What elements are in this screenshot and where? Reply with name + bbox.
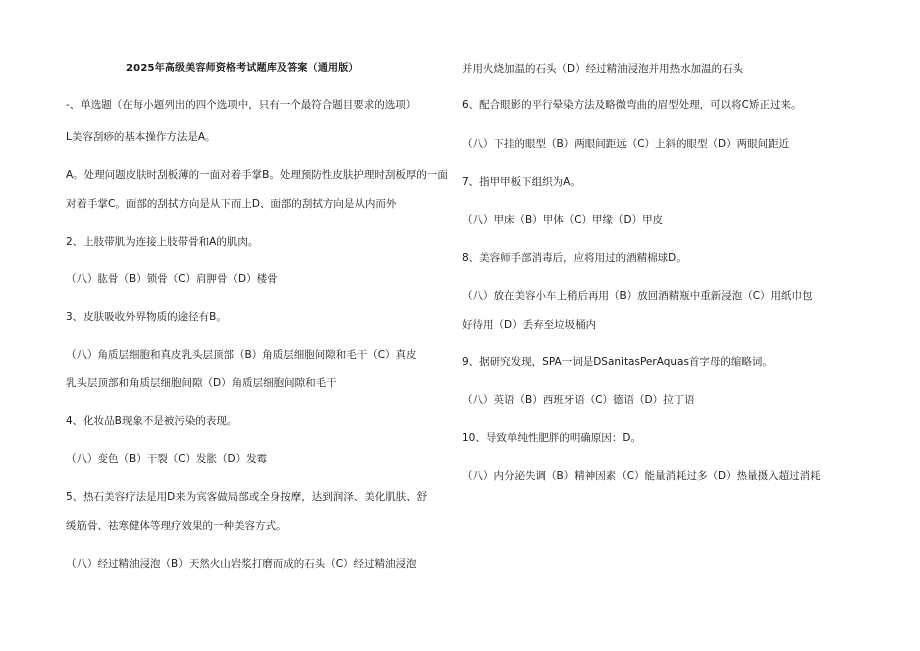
question-5-options-line-1: （八）经过精油浸泡（B）天然火山岩浆打磨而成的石头（C）经过精油浸泡: [66, 558, 417, 570]
question-1-options-line-2: 对着手掌C。面部的刮拭方向是从下而上D、面部的刮拭方向是从内而外: [66, 198, 397, 210]
question-6-options: （八）下挂的眼型（B）两眼间距远（C）上斜的眼型（D）两眼间距近: [462, 138, 790, 150]
question-7-options: （八）甲床（B）甲体（C）甲缘（D）甲皮: [462, 214, 664, 226]
question-6-stem: 6、配合眼影的平行晕染方法及略微弯曲的眉型处理，可以将C矫正过来。: [462, 99, 802, 111]
question-1-options-line-1: A。处理问题皮肤时刮板薄的一面对着手掌B。处理预防性皮肤护理时刮板厚的一面: [66, 169, 448, 181]
question-2-options: （八）肱骨（B）锁骨（C）肩胛骨（D）楼骨: [66, 273, 278, 285]
question-5-stem-line-1: 5、热石美容疗法是用D来为宾客做局部或全身按摩，达到润泽、美化肌肤、舒: [66, 491, 428, 503]
question-3-stem: 3、皮肤吸收外界物质的途径有B。: [66, 311, 227, 323]
question-4-options: （八）变色（B）干裂（C）发胀（D）发霉: [66, 453, 268, 465]
question-8-options-line-2: 好待用（D）丢弃至垃圾桶内: [462, 319, 597, 331]
question-8-stem: 8、美容师手部消毒后，应将用过的酒精棉球D。: [462, 252, 687, 264]
question-5-options-line-2: 并用火烧加温的石头（D）经过精油浸泡并用热水加温的石头: [462, 63, 744, 75]
question-2-stem: 2、上肢带肌为连接上肢带骨和A的肌肉。: [66, 236, 259, 248]
question-4-stem: 4、化妆品B现象不是被污染的表现。: [66, 415, 238, 427]
question-3-options-line-2: 乳头层顶部和角质层细胞间隙（D）角质层细胞间隙和毛干: [66, 377, 337, 389]
question-3-options-line-1: （八）角质层细胞和真皮乳头层顶部（B）角质层细胞间隙和毛干（C）真皮: [66, 349, 417, 361]
question-7-stem: 7、指甲甲板下组织为A。: [462, 176, 581, 188]
question-1-stem: L美容刮痧的基本操作方法是A。: [66, 131, 216, 143]
document-title: 2025年高级美容师资格考试题库及答案（通用版）: [126, 63, 359, 74]
question-5-stem-line-2: 缓筋骨、祛寒健体等理疗效果的一种美容方式。: [66, 520, 287, 532]
section-header: -、单选题（在每小题列出的四个选项中，只有一个最符合题目要求的选项）: [66, 99, 417, 111]
question-9-options: （八）英语（B）西班牙语（C）德语（D）拉丁语: [462, 394, 695, 406]
question-8-options-line-1: （八）放在美容小车上稍后再用（B）放回酒精瓶中重新浸泡（C）用纸巾包: [462, 290, 813, 302]
question-10-stem: 10、导致单纯性肥胖的明确原因：D。: [462, 432, 641, 444]
question-10-options: （八）内分泌失调（B）精神因素（C）能量消耗过多（D）热量摄入超过消耗: [462, 470, 821, 482]
question-9-stem: 9、据研究发现，SPA一词是DSanitasPerAquas首字母的缩略词。: [462, 356, 773, 368]
